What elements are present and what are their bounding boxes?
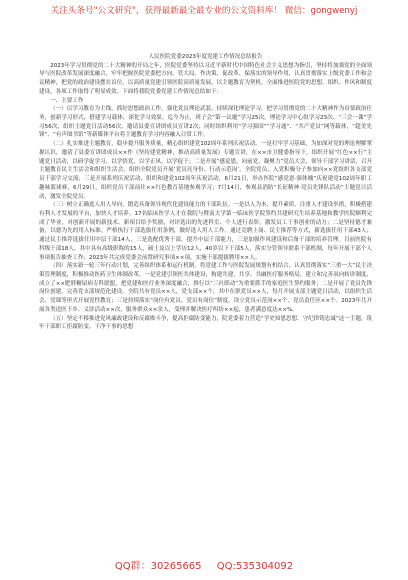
qq-text: QQ:535304092 <box>216 561 294 572</box>
paragraph-2: （二）扎实推进主题教育，稳步提升服务质量，精心组织建党102周年系列庆祝活动。一是打牢学习基础，为加深对党的理论理解掌握认识，邀请了县委宣讲团成员××作《坚持建党精神，推动高质量发展》专题宣讲，在××市卫健委指导下，组织开展“红色××行”主题党日活动，以研学促学习，以学悟党，以学正风、以学促干；二是开展“感觉恩，向前党，凝聚力”党员大会、领导干部学习讲话，召开主题教育民主生活会和组织生活会，组织全院党员开展‘党员亮身份、行动示范岗’，全院党员、入党积极分子参加向××党组织各支部党员干部学习交流；三是开展系列庆祝活动，组织和建党102周年庆祝活动，6月21日，举办医院“感党恩·强体魄”庆祝建党102周年职工趣味篮球赛，6月29日，组织党员干部前往××红色教育基地参观学习；7月14日，参观县消防“长征精神·党员先锋队活动”主题党日活动，激发全院党员。 <box>39 141 372 200</box>
paragraph-1: （一）以学习教育为主线，抓好思想政治工作，强化党员理论武装。持续深化理论学习，把学习贯彻党的二十大精神作为首要政治任务，创新学习形式，搭建学习载体，深化学习效果。迄今为止，班子会“第一议题”学习25次，理论学习中心组学习23次、“三会一课”学习56次，组织主题党日活动56次，邀请县委宣讲团成员宣讲2次；同时组织利用“学习强国”“学习通”、“共产党员”网等载体，“超美先锋”、“有声图书馆”等新媒体平台将主题教育学习内容融入日常工作。 <box>39 106 372 139</box>
paragraph-3: （三）树立正确选人用人导向，锻造具备领导现代化建设能力的干部队伍。一是以人为本，提升素质。注重人才建设举措，积极搭建有利人才发展的平台，加快人才培养。17名临床医学人才在我院与暨南大学第一临床医学院签约共建研究生培养基地和教学医院顺利完成了毕业，对创新开展的新技术、新项目给予奖励，对评选出的先进科室、个人进行表彰，激发员工干事创业的动力；二是坚持德才兼备，以德为先的用人标准，严格执行干部选拔任用条例，做好选人用人工作。通过竞聘上岗、民主推荐等方式，新选拔任用干部43人；通过民主推荐选拔任用中层干部14人，三是选配优秀干部，提升中层干部能力，三是加强作风建设和后备干部的培养管理。目前医院有科级干部18人，其中具有高级职称的15人，硕士及以上学历12人，40岁以下干部5人，落实分管领导联系干部机制，每年开展干部个人事项报告抽查工作；2023年共完成党委会前置研究事项××项，实施干部提拔聘用××人。 <box>39 202 372 261</box>
document-body <box>39 53 372 540</box>
intro-paragraph: 2023年学习贯彻党的二十大精神的开局之年，医院党委坚持以习近平新时代中国特色社会主义思想为指引，坚持将加强党的全面领导与医院改革发展深度融合，牢牢把握医院党委把方向、管大局、作决策、促改革、保落实的领导作用，认真贯彻落实上级党委工作和会议精神，把党的政治建设摆在首位，以高质量党建引领医院高质量发展，以主题教育为契机，全面推进医院党的思想、组织、作风和制度建设，各项工作取得了明显成效。下面将我院党委党建工作情况总结如下： <box>39 62 372 95</box>
paragraph-4: （四）落实新一轮三年行动计划，完善组织体系和运行机制。将党建工作与医院发展规划有机结合，认真贯彻落实“三重一大”民主决策管理制度，积极推动医药卫生体制改革，一是党建引领医共体建设，构建共建、共享、共融医疗服务格局，建立和完善双向转诊制度，成立了××肥胖糖尿病专科联盟，把党建和医疗业务深度融合，推行以“三社联动”为重要抓手的家庭医生签约服务；二是开展了党员先锋岗位创建，完善党支部规范化建设，全院共有党员××人，党支部××个，其中在职党员××人，每月开展支部主题党日活动，以组织生活会、党课等形式开展党性教育；三是持续落实“岗位有党员、党员有岗位”制度，设立党员示范岗××个、党员责任区××个。2023年共开展各类送医下乡、义诊活动××次，服务群众××余人，受理并解决医疗纠纷××起，患者满意度达××%。 <box>39 263 372 313</box>
promo-banner: 关注头条号"公文研究"，获得最新最全最专业的公文资料库！ 微信：gongwenyj <box>50 6 358 16</box>
contact-footer <box>0 560 408 574</box>
paragraph-5: （五）坚定不移推进党风廉政建设和反腐败斗争，提高拒腐防变能力，院党委着力营造“学史知恩思想、守纪律铸忠诚”这一主题，筑牢干部职工拒腐防变、干净干事的思想 <box>39 315 372 331</box>
qq-group-text: QQ群：30265665 <box>114 561 202 572</box>
document-title: 人民医院党委2023年度党建工作情况总结报告 <box>148 54 263 60</box>
section-heading: 一、主要工作 <box>50 97 84 104</box>
